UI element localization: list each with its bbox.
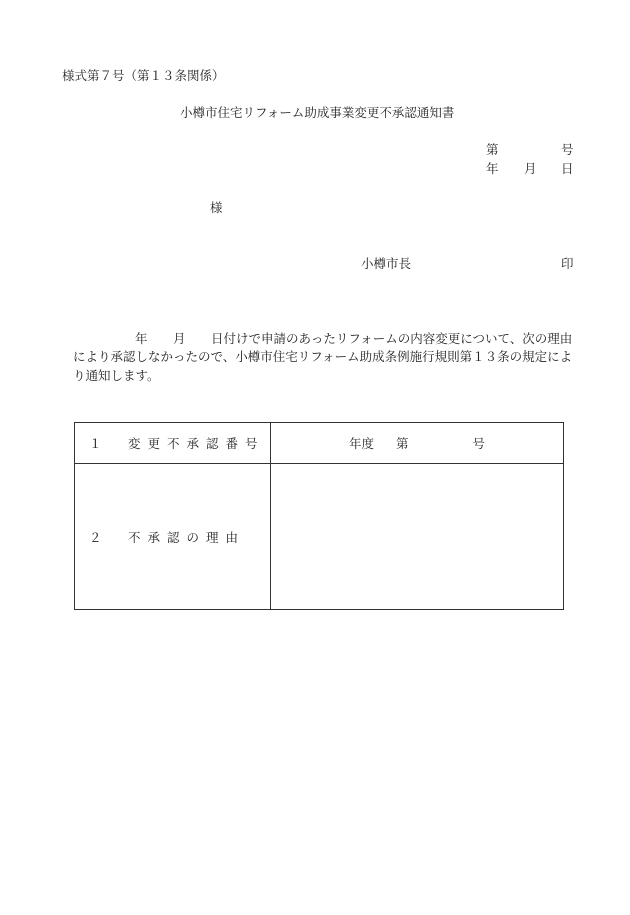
detail-table [74, 422, 564, 610]
document-title: 小樽市住宅リフォーム助成事業変更不承認通知書 [180, 105, 455, 120]
date-day-label: 日 [561, 161, 574, 176]
disapproval-reason-label: ２ 不承認の理由 [75, 464, 271, 610]
date-month-label: 月 [524, 161, 537, 176]
disapproval-number-label: １ 変更不承認番号 [75, 423, 271, 464]
number-prefix: 第 [395, 436, 409, 451]
issue-number-suffix: 号 [561, 142, 574, 157]
addressee-honorific: 様 [210, 200, 223, 215]
disapproval-number-value [271, 423, 564, 464]
form-number: 様式第７号（第１３条関係） [62, 68, 225, 83]
fiscal-year-label: 年度 [349, 436, 375, 451]
issue-number-prefix: 第 [486, 142, 499, 157]
body-line-2: により承認しなかったので、小樽市住宅リフォーム助成条例施行規則第１３条の規定によ [73, 349, 573, 364]
table-row [75, 423, 564, 464]
number-suffix: 号 [472, 436, 485, 451]
body-year-label: 年 [135, 331, 148, 346]
disapproval-reason-value [271, 464, 564, 610]
body-line-1-text: 日付けで申請のあったリフォームの内容変更について、次の理由 [211, 331, 573, 346]
date-year-label: 年 [486, 161, 499, 176]
sender-title: 小樽市長 [361, 256, 412, 271]
body-month-label: 月 [173, 331, 186, 346]
seal-mark: 印 [561, 256, 574, 271]
body-line-3: り通知します。 [73, 368, 160, 383]
table-row [75, 464, 564, 610]
